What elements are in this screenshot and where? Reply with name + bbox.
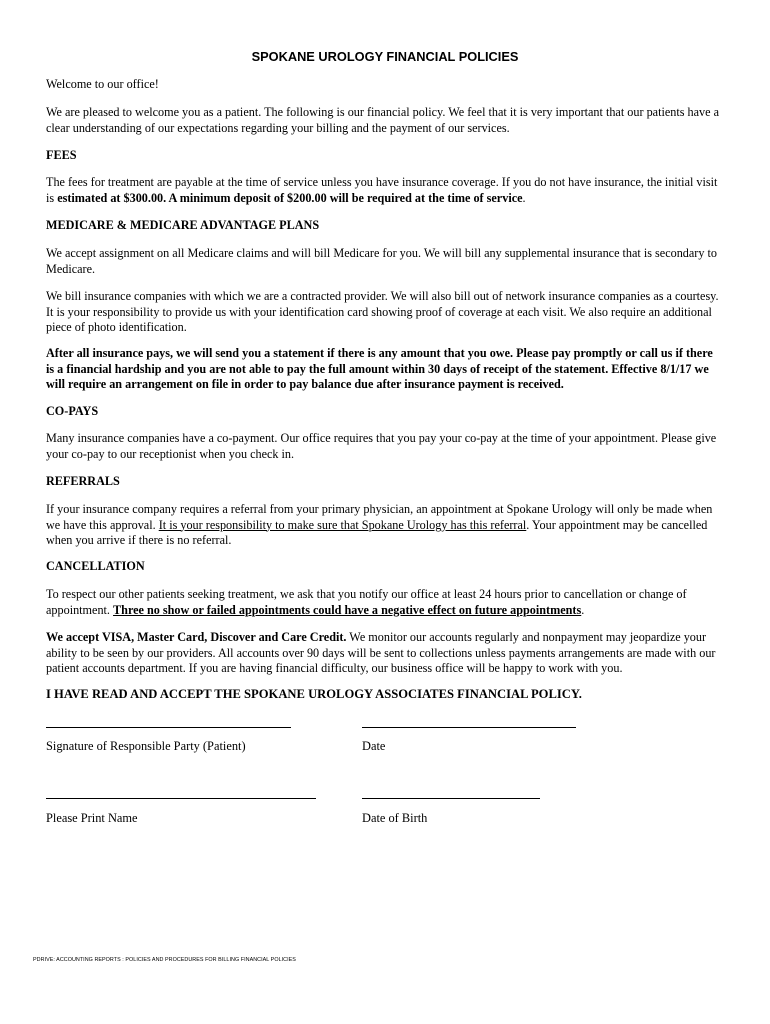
welcome-text: Welcome to our office! bbox=[46, 77, 159, 91]
date-of-birth-line[interactable] bbox=[362, 798, 540, 799]
referrals-paragraph bbox=[46, 502, 722, 549]
cancellation-heading: CANCELLATION bbox=[46, 559, 145, 573]
fees-heading: FEES bbox=[46, 148, 77, 162]
cancellation-paragraph bbox=[46, 587, 722, 618]
footer-path: PDRIVE: ACCOUNTING REPORTS : POLICIES AND PROCEDURES FOR BILLING FINANCIAL POLICIES bbox=[33, 957, 296, 963]
cancellation-text: To respect our other patients seeking treatment, we ask that you notify our office at least 24 hours prior to cancellation or change of appointment. bbox=[46, 587, 687, 617]
no-show-warning-text: Three no show or failed appointments could have a negative effect on future appointments bbox=[113, 602, 582, 617]
copays-heading: CO-PAYS bbox=[46, 404, 99, 418]
referrals-text-end: . Your appointment may be cancelled when you arrive if there is no referral. bbox=[46, 517, 708, 548]
statement-paragraph: After all insurance pays, we will send you a statement if there is any amount that you owe. Please pay promptly or call us if there is a financial hardship and you are not able to pay the full amount within 30 days of receipt of the statement. Effective 8/1/17 we will require an arrangement on file in order to pay balance due after insurance payment is received. bbox=[46, 346, 713, 392]
page-title: SPOKANE UROLOGY FINANCIAL POLICIES bbox=[251, 49, 519, 64]
date-line[interactable] bbox=[362, 727, 576, 728]
medicare-paragraph-2: We bill insurance companies with which we are a contracted provider. We will also bill out of network insurance companies as a courtesy. It is your responsibility to provide us with your identification card showing proof of coverage at each visit. We also require an additional piece of photo identification. bbox=[46, 289, 719, 335]
signature-label: Signature of Responsible Party (Patient) bbox=[46, 739, 246, 753]
accepted-cards-text: We accept VISA, Master Card, Discover and Care Credit. bbox=[46, 630, 347, 644]
cancellation-period: . bbox=[581, 602, 585, 617]
intro-paragraph: We are pleased to welcome you as a patient. The following is our financial policy. We feel that it is very important that our patients have a clear understanding of our expectations regarding your billing and the payment of our services. bbox=[46, 105, 719, 135]
referrals-text: If your insurance company requires a referral from your primary physician, an appointment at Spokane Urology will only be made when we have this approval. bbox=[46, 502, 713, 532]
referrals-responsibility-text: It is your responsibility to make sure that Spokane Urology has this referral bbox=[158, 517, 527, 532]
print-name-line[interactable] bbox=[46, 798, 316, 799]
signature-line[interactable] bbox=[46, 727, 291, 728]
date-of-birth-label: Date of Birth bbox=[362, 811, 428, 825]
medicare-paragraph-1: We accept assignment on all Medicare claims and will bill Medicare for you. We will bill any supplemental insurance that is secondary to Medicare. bbox=[46, 246, 717, 276]
fees-text: The fees for treatment are payable at the time of service unless you have insurance coverage. If you do not have insurance, the initial visit is bbox=[46, 175, 718, 205]
fees-paragraph bbox=[46, 175, 722, 206]
payment-text: We monitor our accounts regularly and nonpayment may jeopardize your ability to be seen by our providers. All accounts over 90 days will be sent to collections unless payments arrangements are made with our patient accounts department. If you are having financial difficulty, our business office will be happy to work with you. bbox=[46, 630, 716, 676]
payment-paragraph bbox=[46, 630, 722, 677]
fees-estimate-text: estimated at $300.00. A minimum deposit of $200.00 will be required at the time of service bbox=[57, 190, 523, 205]
medicare-heading: MEDICARE & MEDICARE ADVANTAGE PLANS bbox=[46, 218, 320, 232]
fees-period: . bbox=[522, 190, 526, 205]
acknowledgement-text: I HAVE READ AND ACCEPT THE SPOKANE UROLOGY ASSOCIATES FINANCIAL POLICY. bbox=[46, 687, 582, 701]
referrals-heading: REFERRALS bbox=[46, 474, 120, 488]
copays-paragraph: Many insurance companies have a co-payment. Our office requires that you pay your co-pay at the time of your appointment. Please give your co-pay to our receptionist when you check in. bbox=[46, 431, 717, 461]
print-name-label: Please Print Name bbox=[46, 811, 138, 825]
date-label: Date bbox=[362, 739, 386, 753]
